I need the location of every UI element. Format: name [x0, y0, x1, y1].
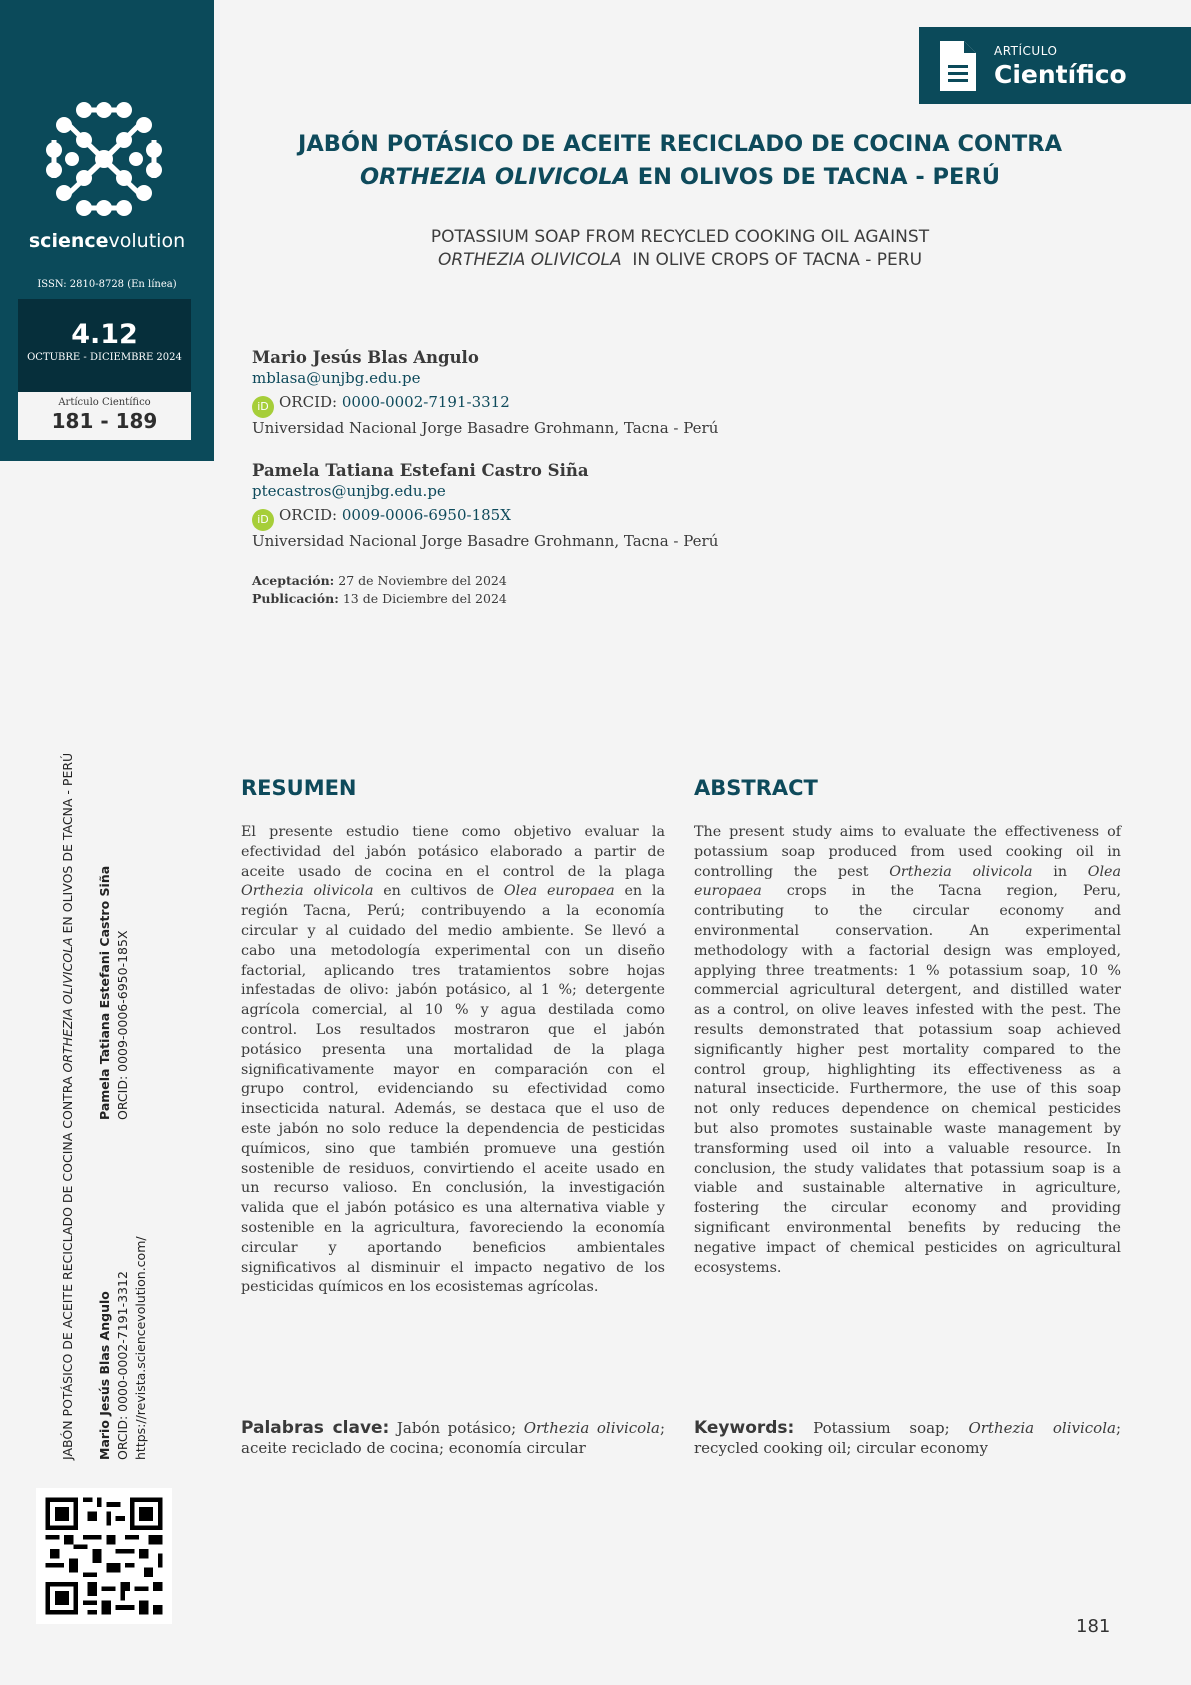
text-line: infestadas de olivo: jabón potásico, al 1 %; detergente — [241, 982, 665, 999]
badge-big-label: Científico — [994, 60, 1127, 89]
orcid-label: ORCID: — [279, 393, 342, 411]
document-icon — [940, 41, 976, 91]
keywords-es-values: Jabón potásico; Orthezia olivicola; — [389, 1419, 666, 1437]
text-line: fostering the circular economy and providing — [694, 1200, 1121, 1217]
keywords-en — [694, 1418, 1121, 1458]
brand-bold: science — [28, 230, 109, 252]
text-line: commercial agricultural detergent, and distilled water — [694, 982, 1121, 999]
vertical-author1-name: Mario Jesús Blas Angulo — [97, 1291, 112, 1460]
text-line: grupo control, evidenciando su efectividad como — [241, 1081, 665, 1098]
keywords-en-line1 — [694, 1418, 1121, 1438]
title-english — [240, 226, 1120, 272]
text-line: not only reduces dependence on chemical pesticides — [694, 1101, 1121, 1118]
text-line: results demonstrated that potassium soap achieved — [694, 1021, 1121, 1038]
text-line: factorial, aplicando tres tratamientos sobre hojas — [241, 962, 665, 979]
orcid-label: ORCID: — [279, 506, 342, 524]
vertical-author1-orcid: ORCID: 0000-0002-7191-3312 — [115, 1271, 130, 1460]
text-line: controlling the pest Orthezia olivicola in Olea — [694, 863, 1121, 880]
vertical-author2-name: Pamela Tatiana Estefani Castro Siña — [97, 865, 112, 1120]
text-line: agrícola comercial, al 10 % y agua destilada como — [241, 1002, 665, 1019]
author-affiliation: Universidad Nacional Jorge Basadre Grohmann, Tacna - Perú — [252, 419, 719, 437]
issue-period: OCTUBRE - DICIEMBRE 2024 — [27, 352, 182, 363]
text-line: methodology with a factorial design was employed, — [694, 942, 1121, 959]
title-en-italic: ORTHEZIA OLIVICOLA — [437, 250, 622, 270]
journal-logo-icon — [44, 100, 164, 218]
text-line: Orthezia olivicola en cultivos de Olea europaea en la — [241, 883, 665, 900]
text-line: control. Los resultados mostraron que el jabón — [241, 1021, 665, 1038]
text-line: efectividad del jabón potásico elaborado a partir de — [241, 843, 665, 860]
text-line: significativamente mayor en comparación con el — [241, 1061, 665, 1078]
text-line: conclusion, the study validates that potassium soap is a — [694, 1160, 1121, 1177]
keywords-en-label: Keywords: — [694, 1418, 795, 1438]
text-line: environmental conservation. An experimental — [694, 922, 1121, 939]
title-es-line1: JABÓN POTÁSICO DE ACEITE RECICLADO DE COCINA CONTRA — [297, 131, 1063, 157]
orcid-link[interactable]: 0000-0002-7191-3312 — [341, 393, 510, 411]
author-affiliation: Universidad Nacional Jorge Basadre Grohmann, Tacna - Perú — [252, 532, 719, 550]
text-line: but also promotes sustainable waste management by — [694, 1120, 1121, 1137]
resumen-heading: RESUMEN — [241, 776, 357, 800]
vertical-author2-orcid: ORCID: 0009-0006-6950-185X — [115, 930, 130, 1120]
text-line: europaea crops in the Tacna region, Peru, — [694, 883, 1121, 900]
page-range: 181 - 189 — [51, 409, 158, 433]
author-name: Pamela Tatiana Estefani Castro Siña — [252, 461, 589, 480]
text-line: ecosystems. — [694, 1259, 782, 1276]
orcid-icon: iD — [252, 509, 274, 531]
text-line: natural insecticide. Furthermore, the use of this soap — [694, 1081, 1121, 1098]
orcid-link[interactable]: 0009-0006-6950-185X — [341, 506, 511, 524]
author-orcid — [252, 505, 718, 531]
vertical-author2-block — [96, 866, 132, 1120]
keywords-es-line1 — [241, 1418, 665, 1438]
publication-date — [252, 590, 507, 608]
author-block — [252, 460, 718, 552]
title-en-line2 — [240, 249, 1120, 272]
article-type-caption: Artículo Científico — [58, 397, 151, 408]
text-line: cabo una metodología experimental con un diseño — [241, 942, 665, 959]
abstract-body — [694, 823, 1121, 1278]
text-line: significantly higher pest mortality compared to the — [694, 1041, 1121, 1058]
vertical-author1-block — [96, 1236, 150, 1460]
text-line: applying three treatments: 1 % potassium soap, 10 % — [694, 962, 1121, 979]
text-line: insecticida natural. Además, se destaca que el uso de — [241, 1101, 665, 1118]
abstract-heading: ABSTRACT — [694, 776, 818, 800]
text-line: sostenible de residuos, convirtiendo el aceite usado en — [241, 1160, 665, 1177]
article-dates — [252, 572, 507, 608]
author-name: Mario Jesús Blas Angulo — [252, 348, 479, 367]
vertical-title-part2: EN OLIVOS DE TACNA - PERÚ — [60, 752, 75, 938]
keywords-en-values: Potassium soap; Orthezia olivicola; — [794, 1419, 1121, 1437]
keywords-es — [241, 1418, 665, 1458]
page-number: 181 — [1076, 1616, 1111, 1637]
publication-value: 13 de Diciembre del 2024 — [338, 591, 507, 606]
vertical-journal-url[interactable]: https://revista.sciencevolution.com/ — [133, 1236, 148, 1460]
title-es-italic: ORTHEZIA OLIVICOLA — [360, 164, 630, 190]
title-spanish — [240, 128, 1120, 194]
text-line: químicos, sino que también promueve una gestión — [241, 1140, 665, 1157]
issue-number: 4.12 — [71, 319, 138, 350]
text-line: negative impact of chemical pesticides on agricultural — [694, 1239, 1121, 1256]
acceptance-label: Aceptación: — [252, 573, 335, 588]
text-line: contributing to the circular economy and — [694, 903, 1121, 920]
publication-label: Publicación: — [252, 591, 339, 606]
text-line: as a control, on olive leaves infested with the pest. The — [694, 1002, 1121, 1019]
vertical-title-italic: ORTHEZIA OLIVICOLA — [60, 937, 75, 1073]
title-es-rest: EN OLIVOS DE TACNA - PERÚ — [629, 164, 1000, 190]
badge-small-label: ARTÍCULO — [994, 44, 1058, 58]
author-block — [252, 347, 718, 439]
vertical-title-part1: JABÓN POTÁSICO DE ACEITE RECICLADO DE COCINA CONTRA — [60, 1072, 75, 1460]
text-line: valida que el jabón potásico es una alternativa viable y — [241, 1200, 665, 1217]
text-line: este jabón no solo reduce la dependencia de pesticidas — [241, 1120, 665, 1137]
text-line: significativos al disminuir el impacto negativo de los — [241, 1259, 665, 1276]
acceptance-date — [252, 572, 507, 590]
text-line: región Tacna, Perú; contribuyendo a la economía — [241, 903, 665, 920]
text-line: circular y al cuidado del medio ambiente. Se llevó a — [241, 922, 665, 939]
issue-box — [18, 299, 191, 392]
pages-box — [18, 392, 191, 440]
text-line: sostenible en la agricultura, favoreciendo la economía — [241, 1219, 665, 1236]
journal-brand — [0, 230, 214, 252]
keywords-en-line2: recycled cooking oil; circular economy — [694, 1439, 989, 1457]
text-line: aceite usado de cocina en el control de la plaga — [241, 863, 665, 880]
author-orcid — [252, 392, 718, 418]
title-en-line1: POTASSIUM SOAP FROM RECYCLED COOKING OIL AGAINST — [430, 227, 930, 247]
keywords-es-line2: aceite reciclado de cocina; economía circular — [241, 1439, 586, 1457]
acceptance-value: 27 de Noviembre del 2024 — [334, 573, 507, 588]
text-line: un recurso valioso. En conclusión, la investigación — [241, 1180, 665, 1197]
author-email[interactable]: mblasa@unjbg.edu.pe — [252, 369, 421, 387]
text-line: pesticidas químicos en los ecosistemas agrícolas. — [241, 1279, 599, 1296]
text-line: viable and sustainable alternative in agriculture, — [694, 1180, 1121, 1197]
brand-light: volution — [108, 230, 186, 252]
text-line: transforming used oil into a valuable resource. In — [694, 1140, 1121, 1157]
vertical-title — [60, 753, 75, 1460]
title-es-line2 — [240, 161, 1120, 194]
text-line: potásico presenta una mortalidad de la plaga — [241, 1041, 665, 1058]
issn: ISSN: 2810-8728 (En línea) — [37, 279, 177, 290]
text-line: circular y aportando beneficios ambientales — [241, 1239, 665, 1256]
text-line: The present study aims to evaluate the effectiveness of — [694, 824, 1121, 840]
qr-code-icon — [36, 1488, 172, 1624]
text-line: significant environmental benefits by reducing the — [694, 1219, 1121, 1236]
text-line: El presente estudio tiene como objetivo evaluar la — [241, 824, 665, 840]
text-line: control group, highlighting its effectiveness as a — [694, 1061, 1121, 1078]
author-email[interactable]: ptecastros@unjbg.edu.pe — [252, 482, 446, 500]
resumen-body — [241, 823, 665, 1298]
orcid-icon: iD — [252, 396, 274, 418]
keywords-es-label: Palabras clave: — [241, 1418, 390, 1438]
text-line: potassium soap produced from used cooking oil in — [694, 843, 1121, 860]
title-en-rest: IN OLIVE CROPS OF TACNA - PERU — [621, 250, 923, 270]
